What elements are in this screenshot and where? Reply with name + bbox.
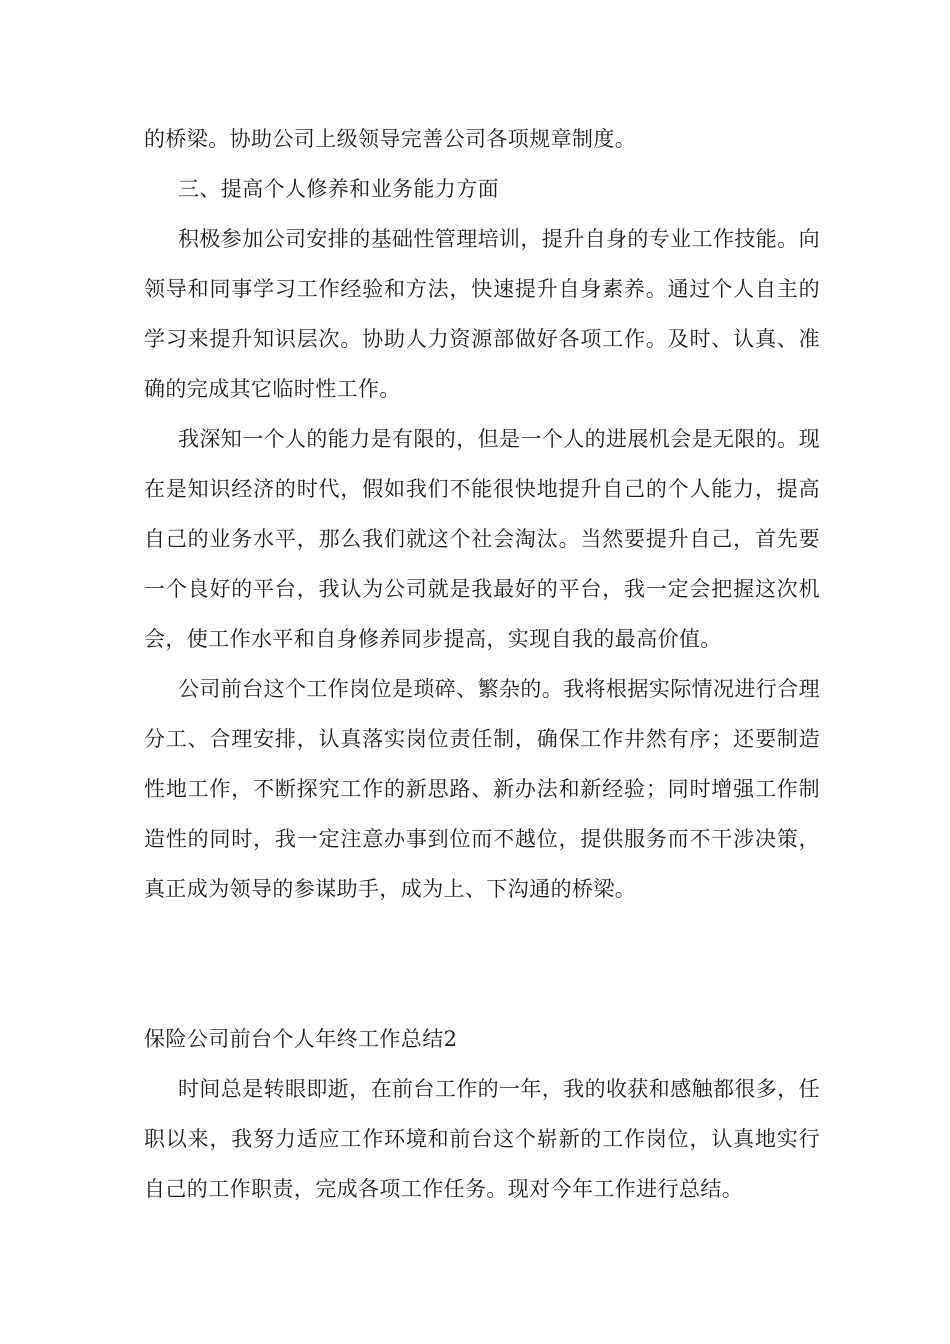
paragraph-intro: 时间总是转眼即逝，在前台工作的一年，我的收获和感触都很多，任职以来，我努力适应工作环境和前台这个崭新的工作岗位，认真地实行自己的工作职责，完成各项工作任务。现对今年工作进行总结。 xyxy=(144,1077,820,1201)
document-body xyxy=(144,114,820,1214)
paragraph-continuation: 的桥梁。协助公司上级领导完善公司各项规章制度。 xyxy=(144,127,637,151)
paragraph-front-desk-duties: 公司前台这个工作岗位是琐碎、繁杂的。我将根据实际情况进行合理分工、合理安排，认真落实岗位责任制，确保工作井然有序；还要制造性地工作，不断探究工作的新思路、新办法和新经验；同时增强工作制造性的同时，我一定注意办事到位而不越位，提供服务而不干涉决策，真正成为领导的参谋助手，成为上、下沟通的桥梁。 xyxy=(144,677,820,901)
section-heading-three: 三、提高个人修养和业务能力方面 xyxy=(178,177,499,201)
paragraph-self-improvement: 我深知一个人的能力是有限的，但是一个人的进展机会是无限的。现在是知识经济的时代，假如我们不能很快地提升自己的个人能力，提高自己的业务水平，那么我们就这个社会淘汰。当然要提升自己，首先要一个良好的平台，我认为公司就是我最好的平台，我一定会把握这次机会，使工作水平和自身修养同步提高，实现自我的最高价值。 xyxy=(144,427,820,651)
paragraph-training: 积极参加公司安排的基础性管理培训，提升自身的专业工作技能。向领导和同事学习工作经验和方法，快速提升自身素养。通过个人自主的学习来提升知识层次。协助人力资源部做好各项工作。及时、认真、准确的完成其它临时性工作。 xyxy=(144,227,820,401)
document-title: 保险公司前台个人年终工作总结2 xyxy=(144,1027,458,1051)
section-spacer xyxy=(144,914,820,1014)
